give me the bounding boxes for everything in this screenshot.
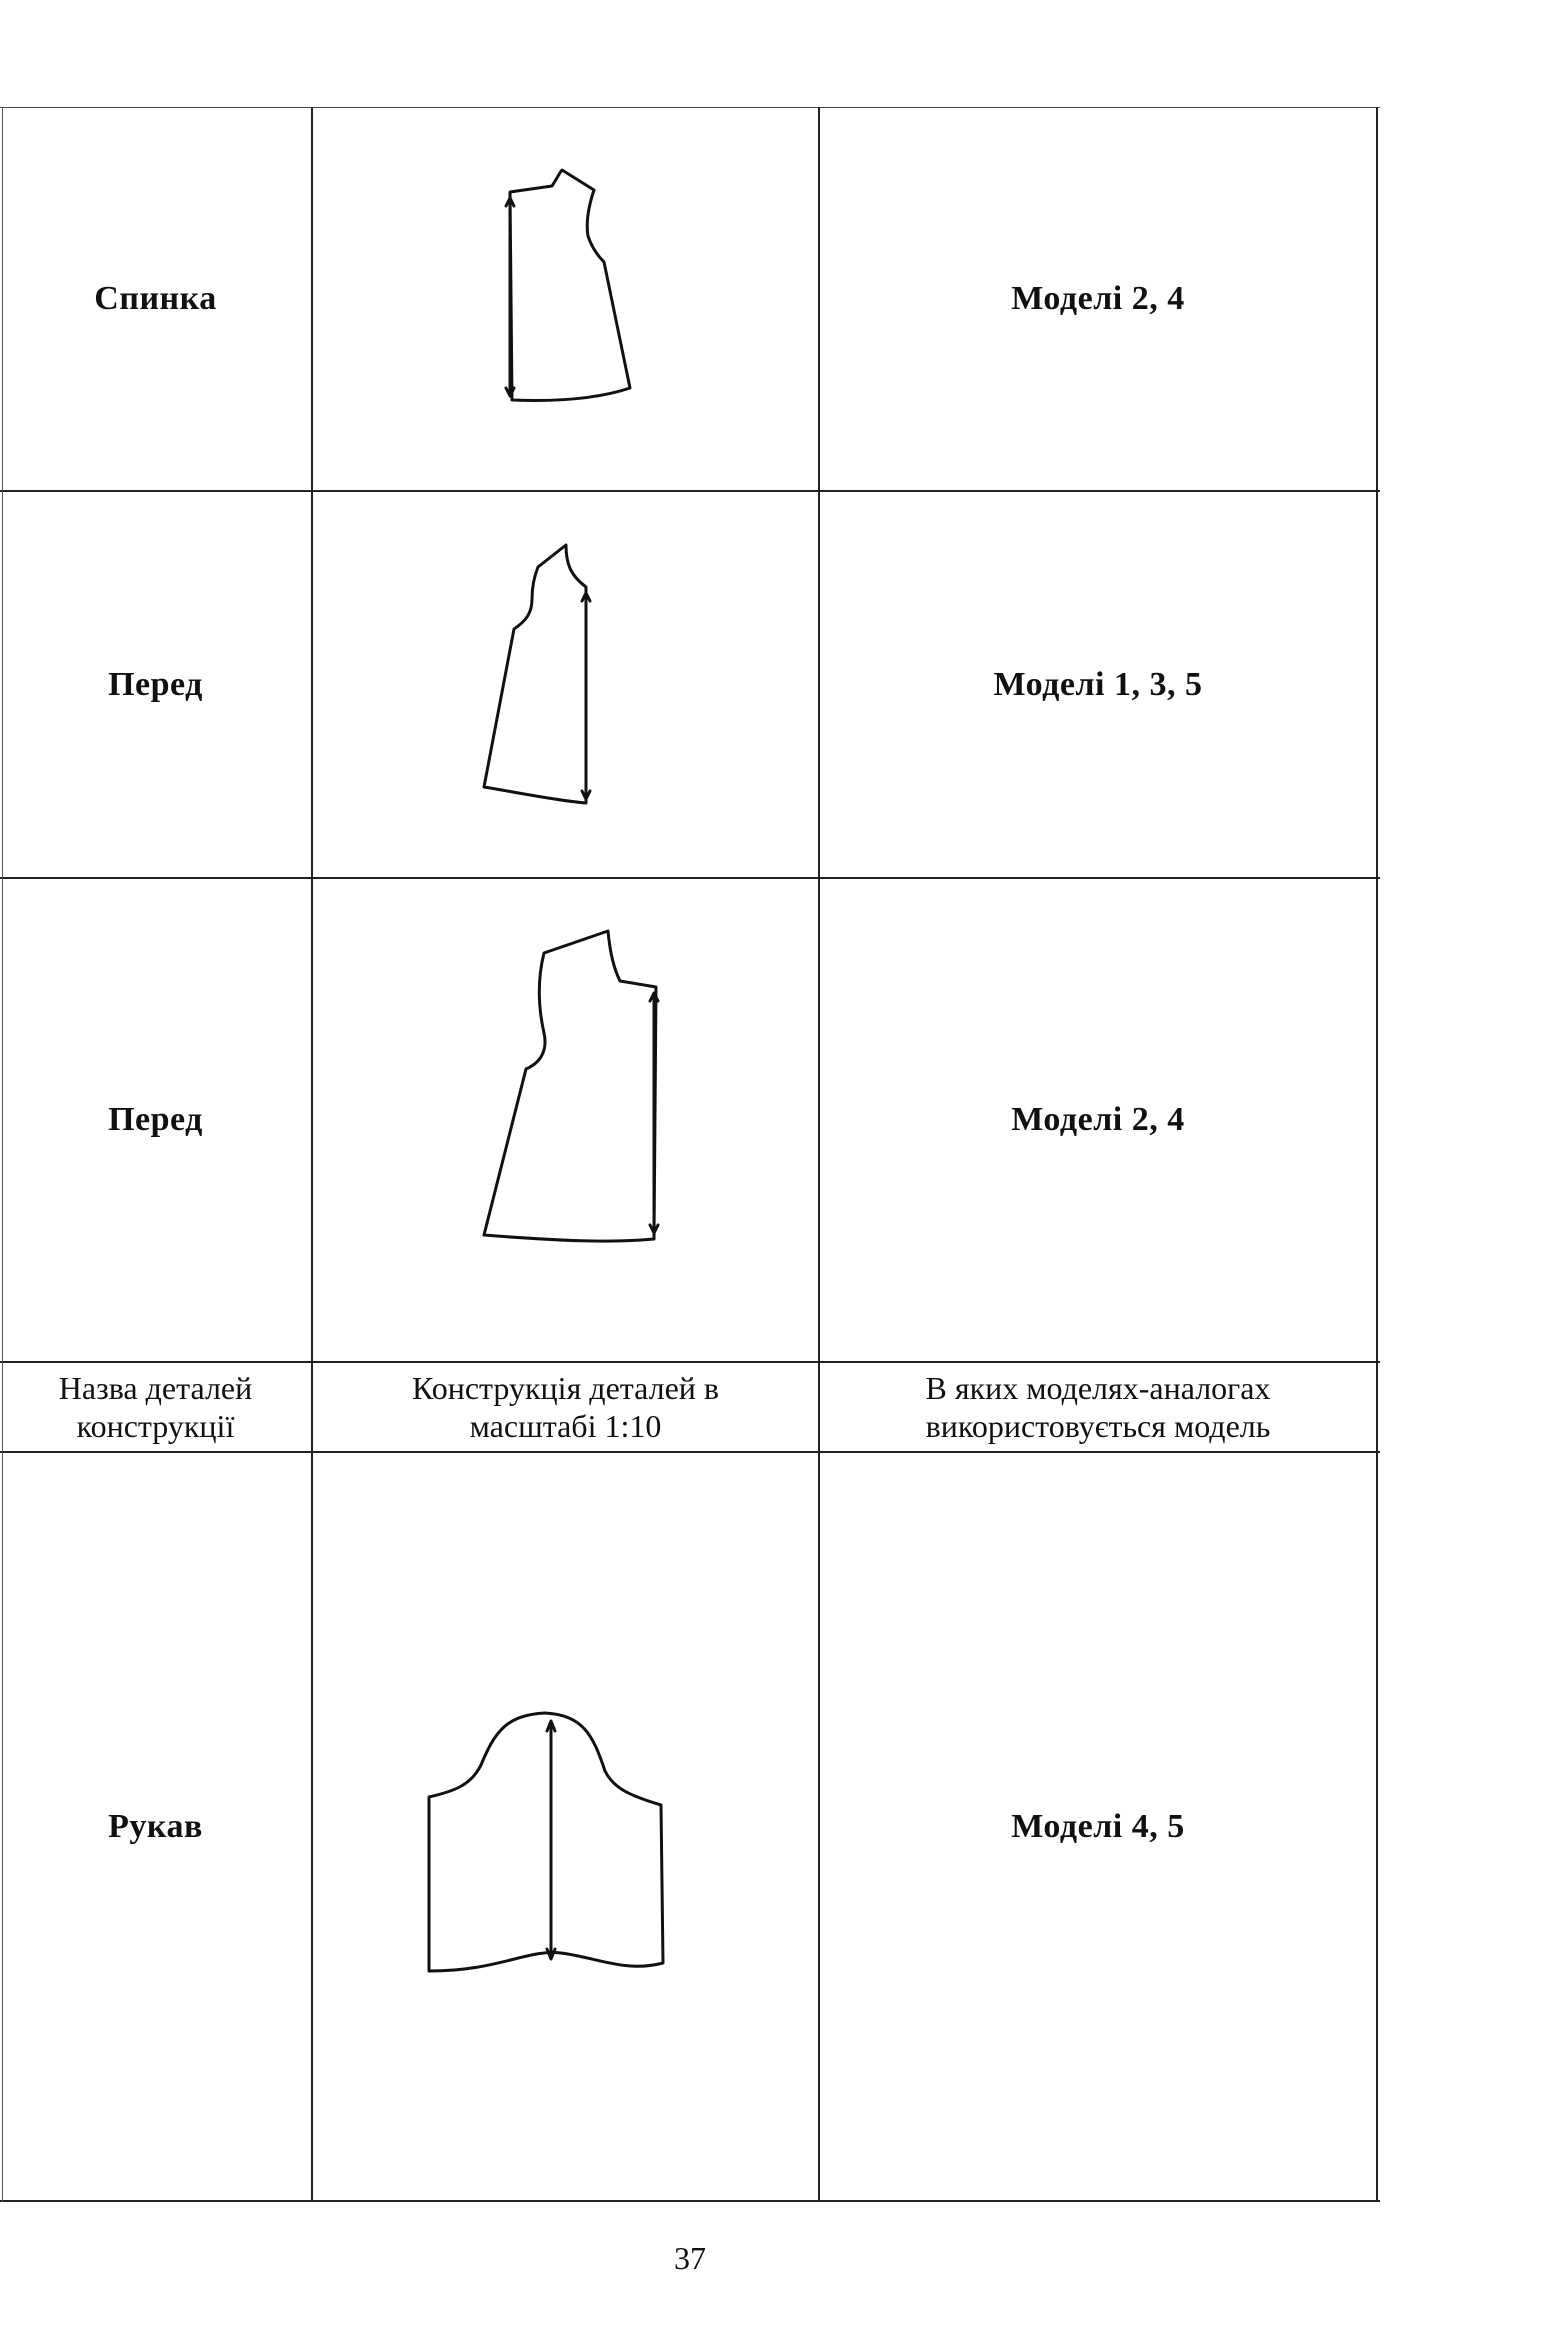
models-row-3: Моделі 2, 4	[1011, 1101, 1185, 1138]
sleeve-sketch	[415, 1695, 675, 1995]
header-construction-line1: Конструкція деталей в	[411, 1370, 720, 1406]
header-construction	[313, 1363, 818, 1451]
header-models-line2: використовується модель	[925, 1408, 1271, 1444]
models-row-sleeve: Моделі 4, 5	[1011, 1807, 1185, 1845]
models-row-2: Моделі 1, 3, 5	[993, 665, 1203, 703]
table-bottom-border	[0, 2200, 1380, 2202]
part-name-front-1: Перед	[108, 665, 203, 703]
part-name-front-2: Перед	[108, 1101, 203, 1138]
header-part-name-line1: Назва деталей	[58, 1370, 253, 1406]
header-models-line1: В яких моделях-аналогах	[925, 1370, 1271, 1406]
front-piece-sketch-2	[470, 925, 670, 1255]
header-part-name	[0, 1363, 311, 1451]
models-row-1: Моделі 2, 4	[1011, 279, 1185, 317]
front-piece-sketch-1	[470, 535, 630, 815]
header-models	[820, 1363, 1376, 1451]
column-divider-1	[311, 107, 313, 2202]
part-name-back: Спинка	[94, 279, 217, 317]
header-part-name-line2: конструкції	[76, 1408, 235, 1444]
page-number: 37	[674, 2240, 706, 2276]
part-name-sleeve: Рукав	[108, 1807, 203, 1845]
header-construction-line2: масштабі 1:10	[469, 1408, 662, 1444]
table-right-border	[1376, 107, 1378, 2202]
back-piece-sketch	[490, 160, 650, 420]
